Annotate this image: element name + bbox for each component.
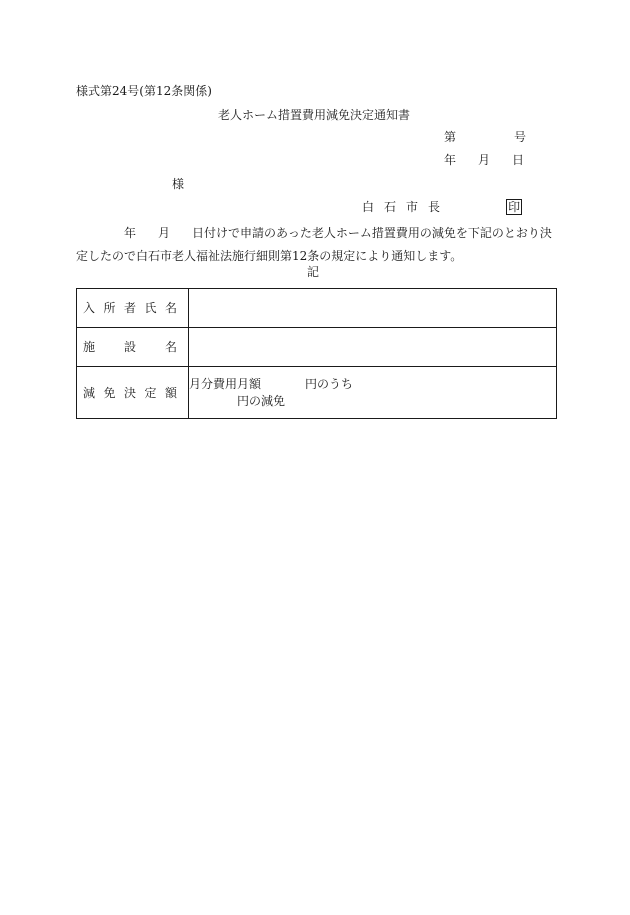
- body-year: 年: [124, 226, 137, 240]
- reduction-amount-label: 減 免 決 定 額: [77, 367, 189, 419]
- document-title: 老人ホーム措置費用減免決定通知書: [218, 108, 411, 122]
- issuer-title: [362, 201, 450, 213]
- addressee: 様: [172, 177, 185, 191]
- record-label: 記: [307, 265, 320, 279]
- table-row: [77, 289, 557, 328]
- number-suffix: 号: [514, 130, 527, 144]
- facility-name-label: 施 設 名: [77, 328, 189, 367]
- resident-name-label: 入 所 者 氏 名: [77, 289, 189, 328]
- issuer-char: 市: [406, 200, 419, 214]
- body-text: [76, 222, 558, 268]
- issuer-char: 石: [384, 200, 397, 214]
- record-table: [76, 288, 557, 419]
- date-day: 日: [512, 153, 525, 167]
- issuer: [362, 199, 522, 215]
- issuer-char: 長: [428, 200, 441, 214]
- facility-name-value: [189, 328, 557, 367]
- number-prefix: 第: [444, 130, 457, 144]
- form-number: 様式第24号(第12条関係): [76, 84, 212, 98]
- body-line-1: [76, 222, 558, 245]
- table-row: [77, 328, 557, 367]
- issuer-char: 白: [362, 200, 375, 214]
- reduction-amount-value: [189, 367, 557, 419]
- resident-name-value: [189, 289, 557, 328]
- date-month: 月: [478, 153, 491, 167]
- body-line-2: 定したので白石市老人福祉法施行細則第12条の規定により通知します。: [76, 249, 463, 263]
- document-number: [444, 131, 526, 143]
- seal-mark: 印: [508, 200, 521, 214]
- of-which-label: 円のうち: [305, 376, 354, 391]
- body-month: 月: [158, 226, 171, 240]
- issue-date: [444, 154, 524, 166]
- reduction-label: 円の減免: [237, 393, 286, 408]
- date-year: 年: [444, 153, 457, 167]
- body-line-1-text: 日付けで申請のあった老人ホーム措置費用の減免を下記のとおり決: [192, 226, 552, 240]
- monthly-cost-label: 月分費用月額: [189, 376, 262, 391]
- table-row: [77, 367, 557, 419]
